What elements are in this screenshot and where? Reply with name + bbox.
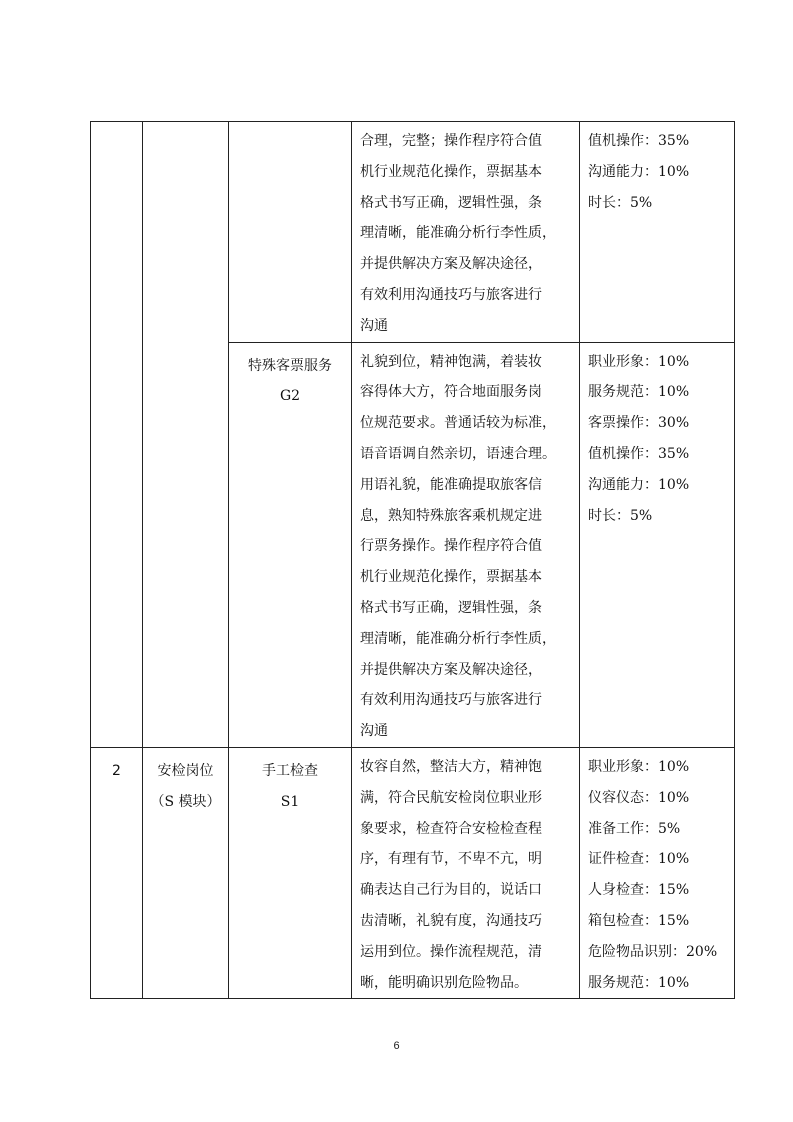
table-row [91,747,735,998]
score-line: 危险物品识别：20% [588,943,718,960]
requirement-line: 理清晰，能准确分析行李性质， [360,225,556,242]
requirement-line: 格式书写正确，逻辑性强，条 [360,599,542,616]
score-line: 证件检查：10% [588,851,690,868]
item-number-cell [91,747,143,998]
score-line: 沟通能力：10% [588,163,690,180]
requirement-line: 沟通 [360,317,388,334]
requirement-line: 用语礼貌，能准确提取旅客信 [360,476,542,493]
requirement-line: 合理，完整；操作程序符合值 [360,133,542,149]
requirement-line: 行票务操作。操作程序符合值 [360,538,542,555]
page-number: 6 [393,1040,400,1052]
score-line: 沟通能力：10% [588,476,690,493]
score-line: 客票操作：30% [588,415,690,432]
score-line: 职业形象：10% [588,758,690,775]
requirement-line: 有效利用沟通技巧与旅客进行 [360,692,542,709]
requirement-line: 齿清晰，礼貌有度，沟通技巧 [360,912,542,929]
requirement-line: 礼貌到位，精神饱满，着装妆 [360,353,542,370]
task-code: G2 [279,388,301,405]
task-name: 手工检查 [262,762,318,779]
requirement-line: 运用到位。操作流程规范，清 [360,943,542,960]
post-module: （S 模块） [150,793,221,810]
requirement-line: 并提供解决方案及解决途径， [360,256,542,273]
task-name: 特殊客票服务 [248,357,332,374]
requirements-cell [352,342,580,747]
requirement-line: 机行业规范化操作，票据基本 [360,569,542,586]
scoring-cell [580,747,735,998]
requirement-line: 沟通 [360,723,388,740]
table-row [91,122,735,343]
requirement-line: 容得体大方，符合地面服务岗 [360,384,542,401]
score-line: 值机操作：35% [588,133,690,149]
requirement-line: 序，有理有节，不卑不亢，明 [360,851,542,868]
scoring-cell [580,122,735,343]
requirement-line: 并提供解决方案及解决途径， [360,661,542,678]
post-name: 安检岗位 [157,762,214,779]
score-line: 时长：5% [588,194,653,211]
requirement-line: 满，符合民航安检岗位职业形 [360,789,542,806]
requirement-line: 位规范要求。普通话较为标准， [360,415,556,432]
requirement-line: 有效利用沟通技巧与旅客进行 [360,286,542,303]
score-line: 箱包检查：15% [588,912,690,929]
requirement-line: 格式书写正确，逻辑性强，条 [360,194,542,211]
post-cell-continued [143,122,229,748]
score-line: 值机操作：35% [588,445,690,462]
scoring-cell [580,342,735,747]
score-line: 职业形象：10% [588,353,690,370]
requirement-line: 确表达自己行为目的，说话口 [360,882,542,899]
post-cell [143,747,229,998]
requirement-line: 理清晰，能准确分析行李性质， [360,630,556,647]
assessment-table [90,121,735,999]
requirements-cell [352,122,580,343]
number-cell-continued [91,122,143,748]
score-line: 时长：5% [588,507,653,524]
requirement-line: 息，熟知特殊旅客乘机规定进 [360,507,542,524]
requirement-line: 晰，能明确识别危险物品。 [360,974,528,991]
requirement-line: 机行业规范化操作，票据基本 [360,163,542,180]
requirement-line: 语音语调自然亲切，语速合理。 [360,445,556,462]
requirement-line: 妆容自然，整洁大方，精神饱 [360,758,542,775]
requirement-line: 象要求，检查符合安检检查程 [360,820,542,837]
task-cell [229,342,352,747]
score-line: 准备工作：5% [588,820,681,837]
score-line: 服务规范：10% [588,974,690,991]
task-cell [229,747,352,998]
task-code: S1 [280,793,300,810]
score-line: 仪容仪态：10% [588,789,690,806]
task-cell-continued [229,122,352,343]
score-line: 人身检查：15% [588,882,690,899]
score-line: 服务规范：10% [588,384,690,401]
item-number: 2 [112,762,121,779]
requirements-cell [352,747,580,998]
